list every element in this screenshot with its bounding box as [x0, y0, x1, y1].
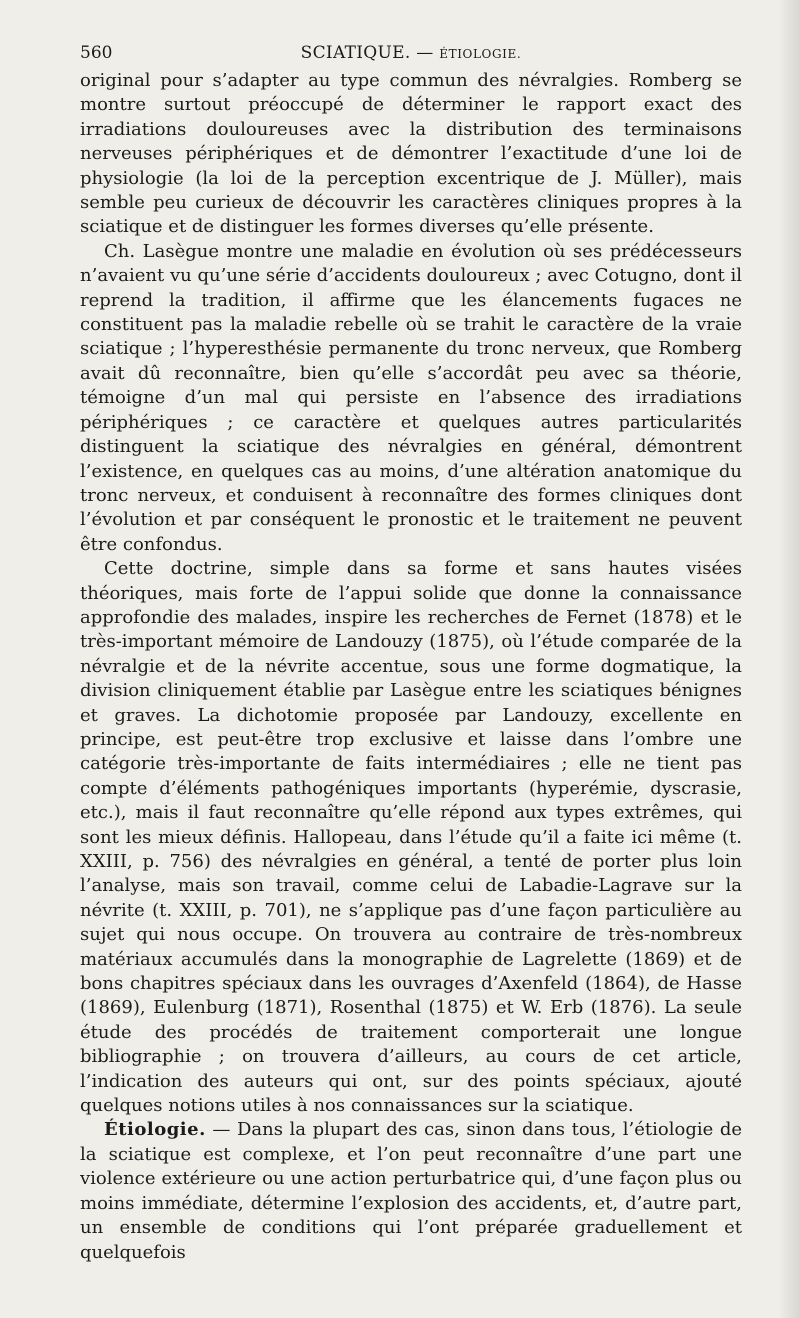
paragraph-doctrine: Cette doctrine, simple dans sa forme et sans hautes visées théoriques, mais forte de l’appui solide que donne la connaissance approfondie des malades, inspire les recherches de Fernet (1878) et le très-important mémoire de Landouzy (1875), où l’étude comparée de la névralgie et de la névrite accentue, sous une forme dogmatique, la division cliniquement établie par Lasègue entre les sciatiques bénignes et graves. La dichotomie proposée par Landouzy, excellente en principe, est peut-être trop exclusive et laisse dans l’ombre une catégorie très-importante de faits intermédiaires ; elle ne tient pas compte d’éléments pathogéniques importants (hyperémie, dyscrasie, etc.), mais il faut reconnaître qu’elle répond aux types extrêmes, qui sont les mieux définis. Hallopeau, dans l’étude qu’il a faite ici même (t. XXIII, p. 756) des névralgies en général, a tenté de porter plus loin l’analyse, mais son travail, comme celui de Labadie-Lagrave sur la névrite (t. XXIII, p. 701), ne s’applique pas d’une façon particulière au sujet qui nous occupe. On trouvera au contraire de très-nombreux matériaux accumulés dans la monographie de Lagrelette (1869) et de bons chapitres spéciaux dans les ouvrages d’Axenfeld (1864), de Hasse (1869), Eulenburg (1871), Rosenthal (1875) et W. Erb (1876). La seule étude des procédés de traitement comporterait une longue bibliographie ; on trouvera d’ailleurs, au cours de cet article, l’indication des auteurs qui ont, sur des points spéciaux, ajouté quelques notions utiles à nos connaissances sur la sciatique. [80, 558, 742, 1117]
body-text [80, 69, 742, 1265]
page-number: 560 [80, 43, 113, 63]
etiology-text: — Dans la plupart des cas, sinon dans tous, l’étiologie de la sciatique est complexe, et l’on peut reconnaître d’une part une violence extérieure ou une action perturbatrice qui, d’une façon plus ou moins immédiate, détermine l’explosion des accidents, et, d’autre part, un ensemble de conditions qui l’ont préparée graduellement et quelquefois [80, 1119, 742, 1263]
running-title [80, 38, 742, 69]
paragraph-lasegue: Ch. Lasègue montre une maladie en évolution où ses prédécesseurs n’avaient vu qu’une série d’accidents douloureux ; avec Cotugno, dont il reprend la tradition, il affirme que les élancements fugaces ne constituent pas la maladie rebelle où se trahit le caractère de la vraie sciatique ; l’hyperesthésie permanente du tronc nerveux, que Romberg avait dû reconnaître, bien qu’elle s’accordât peu avec sa théorie, témoigne d’un mal qui persiste en l’absence des irradiations périphériques ; ce caractère et quelques autres particularités distinguent la sciatique des névralgies en général, démontrent l’existence, en quelques cas au moins, d’une altération anatomique du tronc nerveux, et conduisent à reconnaître des formes cliniques dont l’évolution et par conséquent le pronostic et le traitement ne peuvent être confondus. [80, 240, 742, 555]
paragraph-etiology [80, 1118, 742, 1264]
paragraph-continuation: original pour s’adapter au type commun des névralgies. Romberg se montre surtout préoccupé de déterminer le rapport exact des irradiations douloureuses avec la distribution des terminaisons nerveuses périphériques et de démontrer l’exactitude d’une loi de physiologie (la loi de la perception excentrique de J. Müller), mais semble peu curieux de découvrir les caractères cliniques propres à la sciatique et de distinguer les formes diverses qu’elle présente. [80, 70, 742, 238]
running-head [80, 38, 742, 68]
running-title-section: ÉTIOLOGIE. [439, 47, 522, 61]
section-title-etiology: Étiologie. [104, 1119, 206, 1141]
running-title-main: SCIATIQUE. — [300, 43, 434, 63]
